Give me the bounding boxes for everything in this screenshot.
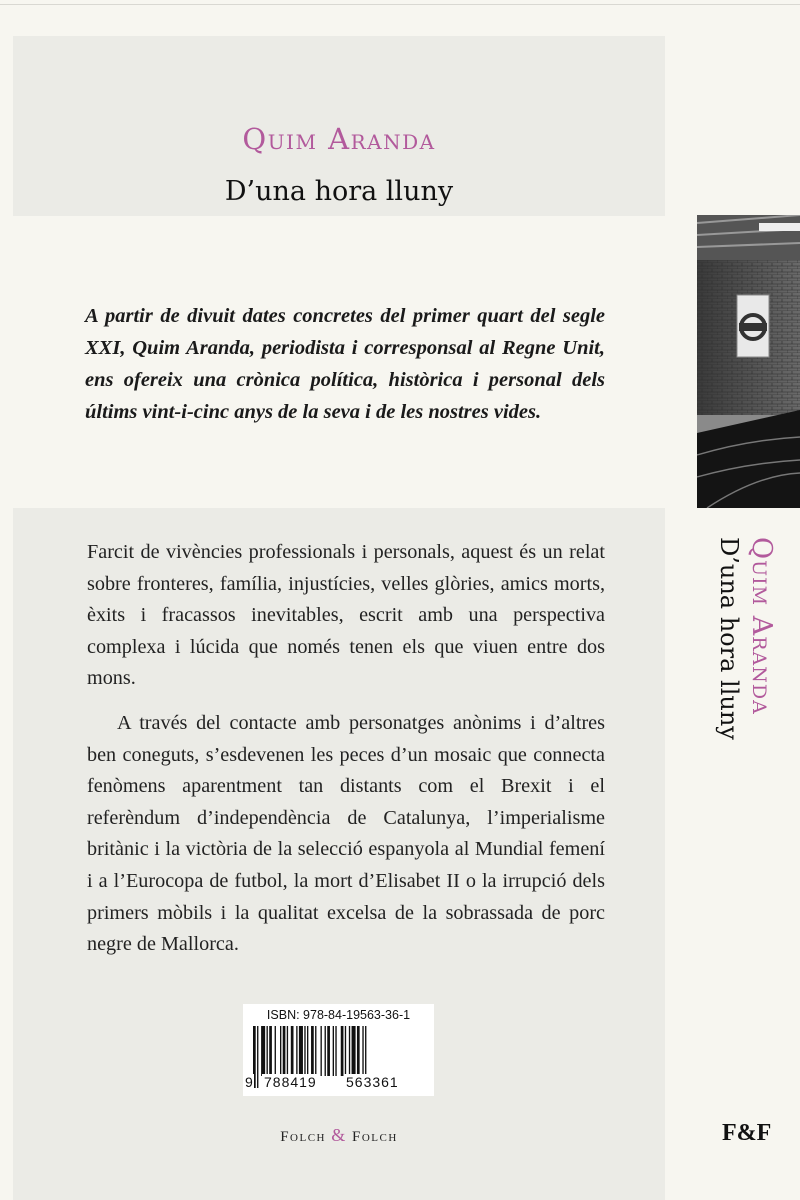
page-top-rule (0, 4, 800, 5)
barcode-bar (341, 1026, 344, 1076)
barcode-bar (299, 1026, 303, 1076)
isbn-barcode-box (243, 1004, 434, 1096)
barcode-bar (283, 1026, 286, 1076)
barcode-bar (257, 1026, 258, 1088)
cover-photo-underground-station (697, 215, 800, 508)
barcode-bar (333, 1026, 334, 1076)
barcode-bar (280, 1026, 281, 1076)
barcode-bar (296, 1026, 297, 1076)
barcode-bar (304, 1026, 305, 1076)
barcode-bar (307, 1026, 308, 1076)
publisher-ampersand: & (331, 1125, 347, 1145)
barcode-bar (321, 1026, 322, 1076)
publisher-logo: F&F (722, 1120, 772, 1146)
barcode-bar (275, 1026, 276, 1076)
description-paragraph-2: A través del contacte amb personatges anònims i d’altres ben coneguts, s’esdevenen les peces d’un mosaic que connecta fenòmens aparentment tan distants com el Brexit i el referèndum d’independència de Catalunya, l’imperialisme britànic i la victòria de la selecció espanyola al Mundial femení i a l’Eurocopa de futbol, la mort d’Elisabet II o la irrupció dels primers mòbils i la qualitat excelsa de la sobrassada de porc negre de Mallorca. (87, 712, 605, 956)
barcode-bar (287, 1026, 288, 1076)
author-name: Quim Aranda (242, 122, 436, 156)
book-title: D’una hora lluny (224, 176, 454, 207)
barcode-bar (349, 1026, 350, 1076)
barcode-bar (269, 1026, 272, 1076)
publisher-name-left: Folch (280, 1129, 326, 1145)
barcode-right-digits: 563361 (346, 1074, 399, 1090)
barcode-bar (327, 1026, 330, 1076)
barcode-bar (291, 1026, 294, 1076)
barcode-left-digits: 788419 (264, 1074, 317, 1090)
barcode-bar (261, 1026, 265, 1076)
spine-book-title: D’una hora lluny (715, 537, 743, 740)
isbn-label: ISBN: 978-84-19563-36-1 (266, 1008, 411, 1022)
barcode-bar (335, 1026, 336, 1076)
barcode-bar (325, 1026, 326, 1076)
publisher-name (13, 1125, 665, 1146)
barcode-bar (357, 1026, 360, 1076)
spine-title-block (714, 537, 778, 837)
blurb-text: A partir de divuit dates concretes del primer quart del segle XXI, Quim Aranda, periodista i corresponsal al Regne Unit, ens ofereix una crònica política, històrica i personal dels últims vint-i-cinc anys de la seva i de les nostres vides. (85, 305, 605, 423)
title-panel (13, 36, 665, 216)
barcode-bar (345, 1026, 346, 1076)
description-paragraph-1: Farcit de vivències professionals i personals, aquest és un relat sobre fronteres, família, injustícies, velles glòries, amics morts, èxits i fracassos inevitables, escrit amb una perspectiva complexa i lúcida que només tenen els que viuen entre dos mons. (87, 541, 605, 690)
spine-author: Quim Aranda (746, 537, 777, 715)
barcode-lead-digit: 9 (245, 1074, 254, 1090)
barcode-bar (267, 1026, 268, 1076)
barcode-bar (352, 1026, 356, 1076)
publisher-name-right: Folch (352, 1129, 398, 1145)
barcode-bar (362, 1026, 363, 1076)
